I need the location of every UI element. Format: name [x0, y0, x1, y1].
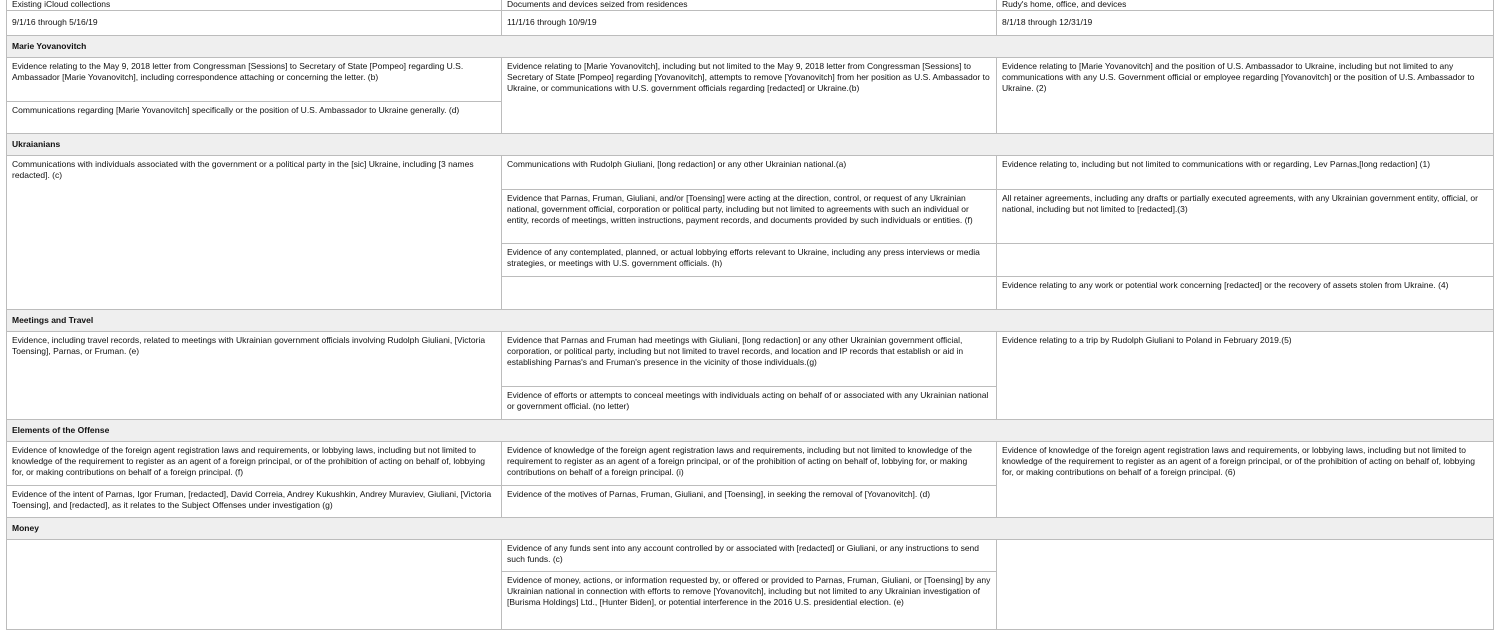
table-cell: Evidence relating to [Marie Yovanovitch], including but not limited to the May 9, 2018 letter from Congressman [Sessions] to Secretary of State [Pompeo] regarding [Yovanovitch], attempts to remove [Yovanovitch] from her position as U.S. Ambassador to Ukraine, or communications with U.S. government officials regarding [redacted] or Ukraine.(b): [502, 58, 997, 134]
table-cell: Evidence of the motives of Parnas, Fruman, Giuliani, and [Toensing], in seeking the removal of [Yovanovitch]. (d): [502, 486, 997, 518]
date-range-residences: 11/1/16 through 10/9/19: [502, 11, 997, 36]
table-cell: Evidence, including travel records, related to meetings with Ukrainian government officials involving Rudolph Giuliani, [Victoria Toensing], Parnas, or Fruman. (e): [6, 332, 502, 420]
table-cell: Evidence relating to a trip by Rudolph Giuliani to Poland in February 2019.(5): [997, 332, 1494, 420]
date-range-icloud: 9/1/16 through 5/16/19: [6, 11, 502, 36]
column-header-rudy: Rudy's home, office, and devices: [997, 0, 1494, 11]
table-cell: Evidence of knowledge of the foreign agent registration laws and requirements, or lobbying laws, including but not limited to knowledge of the requirement to register as an agent of a foreign principal, or of the prohibition of acting on behalf of, lobbying for, or making contributions on behalf of a foreign principal. (6): [997, 442, 1494, 518]
table-cell: [997, 244, 1494, 277]
section-title-ukrainians: Ukraianians: [6, 134, 1494, 156]
table-cell: Communications with individuals associated with the government or a political party in the [sic] Ukraine, including [3 names redacted]. (c): [6, 156, 502, 310]
table-cell: Evidence relating to [Marie Yovanovitch] and the position of U.S. Ambassador to Ukraine, including but not limited to any communications with any U.S. Government official or employee regarding [Yovanovitch] or the position of U.S. Ambassador to Ukraine. (2): [997, 58, 1494, 134]
table-cell: Evidence relating to any work or potential work concerning [redacted] or the recovery of assets stolen from Ukraine. (4): [997, 277, 1494, 310]
table-cell: Communications regarding [Marie Yovanovitch] specifically or the position of U.S. Ambassador to Ukraine generally. (d): [6, 102, 502, 134]
table-cell: Evidence that Parnas and Fruman had meetings with Giuliani, [long redaction] or any other Ukrainian government official, corporation, or political party, including but not limited to travel records, and location and IP records that establish or aid in establishing Parnas's and Fruman's presence in the vicinity of those individuals.(g): [502, 332, 997, 387]
section-title-money: Money: [6, 518, 1494, 540]
table-cell: Evidence of money, actions, or information requested by, or offered or provided to Parnas, Fruman, Giuliani, or [Toensing] by any Ukrainian national in connection with efforts to remove [Yovanovitch], including but not limited to any Ukrainian investigation of [Burisma Holdings] Ltd., [Hunter Biden], or potential interference in the 2016 U.S. presidential election. (e): [502, 572, 997, 630]
column-header-icloud: Existing iCloud collections: [6, 0, 502, 11]
table-cell: Evidence relating to the May 9, 2018 letter from Congressman [Sessions] to Secretary of State [Pompeo] regarding U.S. Ambassador [Marie Yovanovitch], including correspondence attaching or concerning the letter. (b): [6, 58, 502, 102]
table-cell: [502, 277, 997, 310]
table-cell: Evidence of the intent of Parnas, Igor Fruman, [redacted], David Correia, Andrey Kukushkin, Andrey Muraviev, Giuliani, [Victoria Toensing], and [redacted], as it relates to the Subject Offenses under investigation (g): [6, 486, 502, 518]
table-cell: All retainer agreements, including any drafts or partially executed agreements, with any Ukrainian government entity, official, or national, including but not limited to [redacted].(3): [997, 190, 1494, 244]
section-title-meetings-travel: Meetings and Travel: [6, 310, 1494, 332]
section-title-elements-offense: Elements of the Offense: [6, 420, 1494, 442]
table-cell: Evidence of efforts or attempts to conceal meetings with individuals acting on behalf of or associated with any Ukrainian national or government official. (no letter): [502, 387, 997, 420]
table-cell: Evidence relating to, including but not limited to communications with or regarding, Lev Parnas,[long redaction] (1): [997, 156, 1494, 190]
table-cell: Communications with Rudolph Giuliani, [long redaction] or any other Ukrainian national.(a): [502, 156, 997, 190]
table-cell: [6, 540, 502, 630]
table-cell: Evidence of knowledge of the foreign agent registration laws and requirements, or lobbying laws, including but not limited to knowledge of the requirement to register as an agent of a foreign principal, or of the prohibition of acting on behalf of, lobbying for, or making contributions on behalf of a foreign principal. (f): [6, 442, 502, 486]
table-cell: Evidence of any contemplated, planned, or actual lobbying efforts relevant to Ukraine, including any press interviews or media strategies, or meetings with U.S. government officials. (h): [502, 244, 997, 277]
date-range-rudy: 8/1/18 through 12/31/19: [997, 11, 1494, 36]
table-cell: [997, 540, 1494, 630]
table-cell: Evidence that Parnas, Fruman, Giuliani, and/or [Toensing] were acting at the direction, control, or request of any Ukrainian national, government official, corporation or political party, including but not limited to agreements with such an individual or entity, records of meetings, written instructions, payment records, and documents provided by such individuals or entities. (f): [502, 190, 997, 244]
table-cell: Evidence of knowledge of the foreign agent registration laws and requirements, including but not limited to knowledge of the requirement to register as an agent of a foreign principal, or of the prohibition of acting on behalf of, lobbying for, or making contributions on behalf of a foreign principal. (i): [502, 442, 997, 486]
column-header-residences: Documents and devices seized from residences: [502, 0, 997, 11]
section-title-yovanovitch: Marie Yovanovitch: [6, 36, 1494, 58]
table-cell: Evidence of any funds sent into any account controlled by or associated with [redacted] or Giuliani, or any instructions to send such funds. (c): [502, 540, 997, 572]
